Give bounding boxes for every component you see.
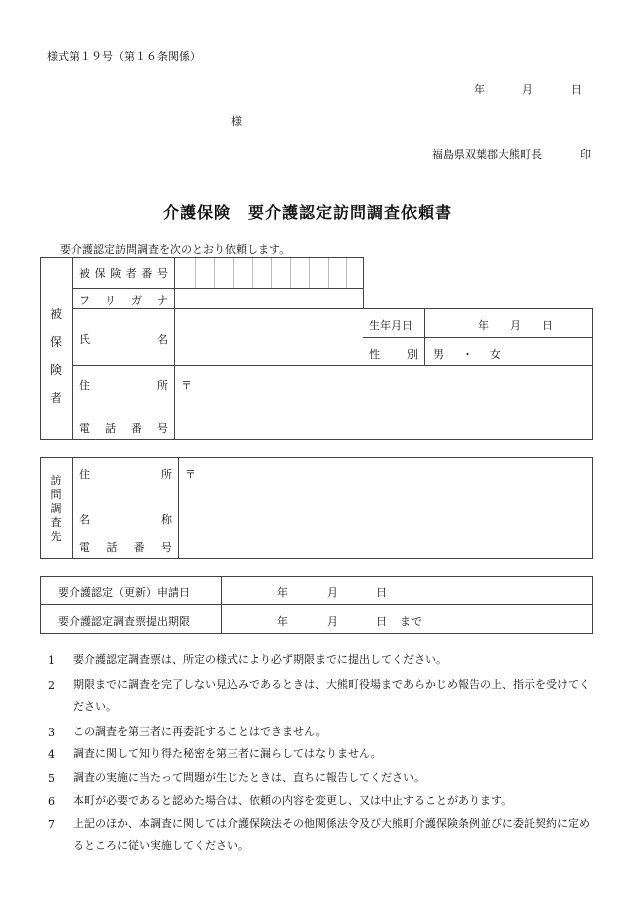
birthdate-label: 生年月日 bbox=[369, 319, 413, 332]
deadline-label: 要介護認定調査票提出期限 bbox=[58, 615, 190, 628]
note-number: 5 bbox=[48, 772, 55, 785]
insured-section-label: 被 保 険 者 bbox=[49, 307, 62, 405]
name-label: 氏 名 bbox=[79, 333, 168, 346]
note-number: 7 bbox=[48, 818, 55, 831]
birth-month-label: 月 bbox=[510, 319, 521, 332]
note-number: 1 bbox=[48, 654, 55, 667]
addressee-suffix: 様 bbox=[231, 115, 242, 128]
note-number: 6 bbox=[48, 795, 55, 808]
issuer-name: 福島県双葉郡大熊町長 bbox=[432, 148, 542, 161]
visit-name-label: 名 称 bbox=[79, 513, 172, 526]
date-month-label: 月 bbox=[522, 83, 533, 96]
note-text: 期限までに調査を完了しない見込みであるときは、大熊町役場まであらかじめ報告の上、指示を受けてください。 bbox=[73, 678, 590, 713]
deadline-day: 日 bbox=[376, 615, 387, 628]
deadline-year: 年 bbox=[277, 615, 288, 628]
application-date-label: 要介護認定（更新）申請日 bbox=[58, 586, 190, 599]
birth-year-label: 年 bbox=[478, 319, 489, 332]
note-number: 3 bbox=[48, 726, 55, 739]
note-text: 上記のほか、本調査に関しては介護保険法その他関係法令及び大熊町介護保険条例並びに委託契約に定めるところに従い実施してください。 bbox=[73, 817, 590, 852]
visit-postal-mark: 〒 bbox=[185, 468, 196, 481]
seal-mark: 印 bbox=[580, 148, 591, 161]
note-text: 調査に関して知り得た秘密を第三者に漏らしてはなりません。 bbox=[73, 747, 382, 760]
note-text: 本町が必要であると認めた場合は、依頼の内容を変更し、又は中止することがあります。 bbox=[73, 794, 513, 807]
note-text: 調査の実施に当たって問題が生じたときは、直ちに報告してください。 bbox=[73, 771, 425, 784]
gender-label: 性 別 bbox=[369, 348, 418, 361]
insured-postal-mark: 〒 bbox=[181, 379, 192, 392]
application-year: 年 bbox=[277, 586, 288, 599]
birth-day-label: 日 bbox=[542, 319, 553, 332]
note-number: 4 bbox=[48, 748, 55, 761]
intro-text: 要介護認定訪問調査を次のとおり依頼します。 bbox=[60, 243, 291, 256]
page-title: 介護保険 要介護認定訪問調査依頼書 bbox=[163, 203, 453, 222]
note-text: この調査を第三者に再委託することはできません。 bbox=[73, 725, 327, 738]
date-day-label: 日 bbox=[571, 83, 582, 96]
visit-address-label: 住 所 bbox=[79, 468, 172, 481]
furigana-label: フ リ ガ ナ bbox=[79, 294, 168, 307]
application-day: 日 bbox=[376, 586, 387, 599]
visit-section-label: 訪 問 調 査 先 bbox=[50, 474, 62, 543]
date-year-label: 年 bbox=[474, 83, 485, 96]
form-number: 様式第１９号（第１６条関係） bbox=[47, 50, 201, 63]
gender-male: 男 bbox=[433, 348, 444, 361]
note-text: 要介護認定調査票は、所定の様式により必ず期限までに提出してください。 bbox=[73, 653, 447, 666]
note-number: 2 bbox=[48, 679, 55, 692]
application-month: 月 bbox=[327, 586, 338, 599]
gender-separator: ・ bbox=[462, 348, 473, 361]
deadline-suffix: まで bbox=[400, 615, 422, 628]
insured-address-label: 住 所 bbox=[79, 379, 168, 392]
gender-female: 女 bbox=[490, 348, 501, 361]
insured-number-label: 被 保 険 者 番 号 bbox=[79, 267, 168, 280]
deadline-month: 月 bbox=[327, 615, 338, 628]
insured-phone-label: 電 話 番 号 bbox=[79, 422, 168, 435]
visit-phone-label: 電 話 番 号 bbox=[79, 541, 172, 554]
